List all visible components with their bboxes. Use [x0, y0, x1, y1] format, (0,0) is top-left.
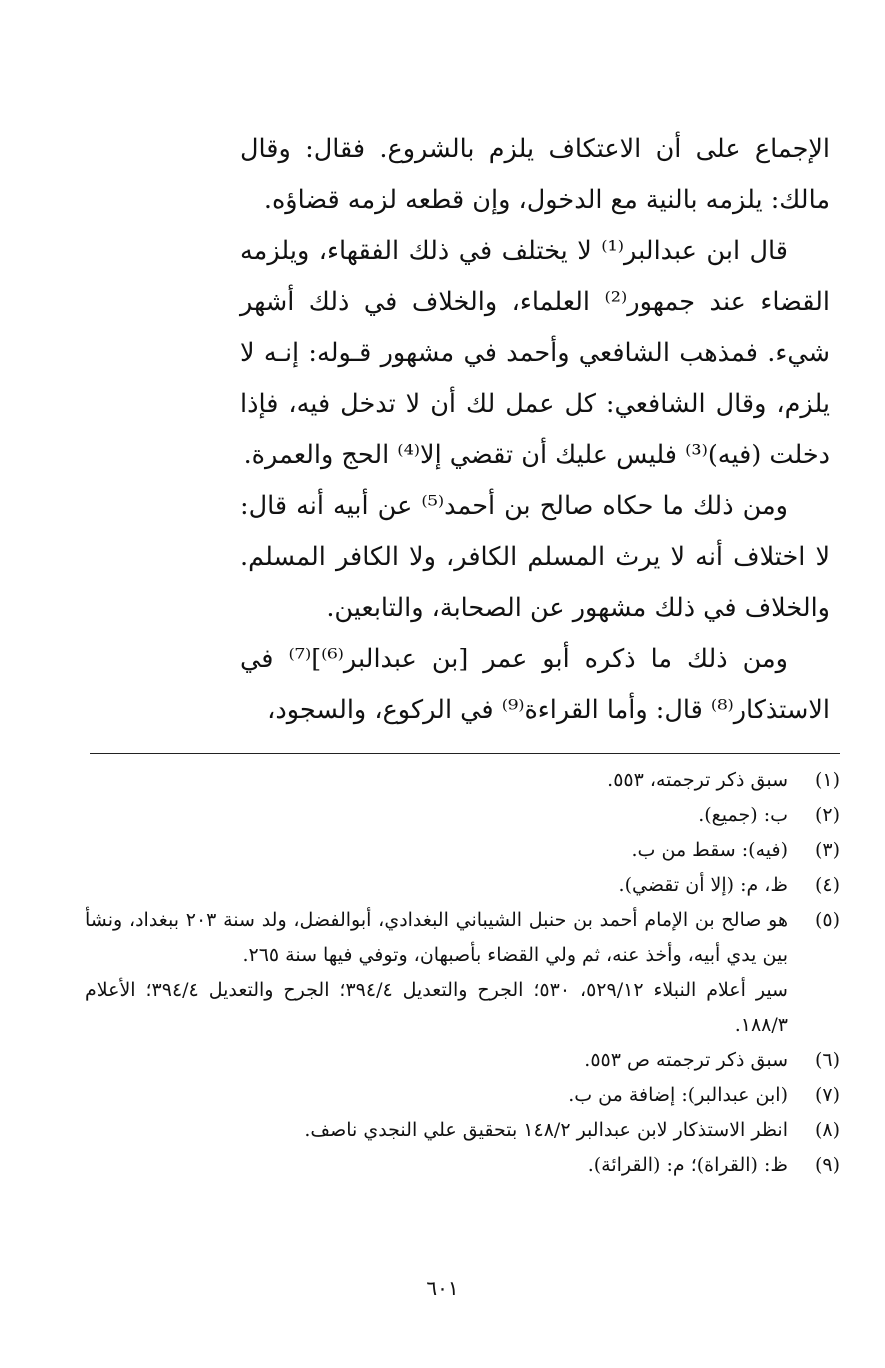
footnote-number: (١) [814, 769, 840, 791]
paragraph: الإجماع على أن الاعتكاف يلزم بالشروع. فقال: وقال مالك: يلزمه بالنية مع الدخول، وإن قطعه لزمه قضاؤه. [240, 134, 830, 215]
footnote [85, 1043, 840, 1078]
paragraph: قال ابن عبدالبر⁽¹⁾ لا يختلف في ذلك الفقهاء، ويلزمه القضاء عند جمهور⁽²⁾ العلماء، والخلاف في ذلك أشهر شيء. فمذهب الشافعي وأحمد في مشهور قـوله: إنـه لا يلزم، وقال الشافعي: كل عمل لك أن لا تدخل فيه، فإذا دخلت (فيه)⁽³⁾ فليس عليك أن تقضي إلا⁽⁴⁾ الحج والعمرة. [240, 236, 830, 470]
footnote-number: (٤) [814, 874, 840, 896]
footnote-continuation: سير أعلام النبلاء ٥٢٩/١٢، ٥٣٠؛ الجرح والتعديل ٣٩٤/٤؛ الجرح والتعديل ٣٩٤/٤؛ الأعلام ١٨٨/٣. [85, 979, 788, 1036]
footnote [85, 868, 840, 903]
footnote-number: (٣) [814, 839, 840, 861]
footnote-number: (٥) [814, 909, 840, 931]
footnote-text: ظ، م: (إلا أن تقضي). [618, 874, 788, 896]
footnote-text: انظر الاستذكار لابن عبدالبر ١٤٨/٢ بتحقيق علي النجدي ناصف. [304, 1119, 788, 1141]
paragraph: ومن ذلك ما حكاه صالح بن أحمد⁽⁵⁾ عن أبيه أنه قال: لا اختلاف أنه لا يرث المسلم الكافر، ولا الكافر المسلم. والخلاف في ذلك مشهور عن الصحابة، والتابعين. [240, 491, 830, 623]
paragraph: ومن ذلك ما ذكره أبو عمر [بن عبدالبر⁽⁶⁾]⁽⁷⁾ في الاستذكار⁽⁸⁾ قال: وأما القراءة⁽⁹⁾ في الركوع، والسجود، [240, 644, 830, 725]
footnote-text: سبق ذكر ترجمته ص ٥٥٣. [584, 1049, 788, 1071]
footnote [85, 833, 840, 868]
footnote-divider [90, 753, 840, 754]
footnote-text: سبق ذكر ترجمته، ٥٥٣. [607, 769, 788, 791]
footnote [85, 763, 840, 798]
footnotes-section [85, 763, 840, 1183]
main-text-body [240, 124, 830, 736]
footnote-text: ب: (جميع). [698, 804, 788, 826]
footnote [85, 798, 840, 833]
footnote-number: (٢) [814, 804, 840, 826]
footnote [85, 1113, 840, 1148]
footnote [85, 1148, 840, 1183]
footnote-number: (٦) [814, 1049, 840, 1071]
footnote-text: (فيه): سقط من ب. [631, 839, 788, 861]
footnote-number: (٩) [814, 1154, 840, 1176]
footnote-text: ظ: (القراة)؛ م: (القرائة). [587, 1154, 788, 1176]
footnote [85, 1078, 840, 1113]
footnote-number: (٨) [814, 1119, 840, 1141]
footnote-number: (٧) [814, 1084, 840, 1106]
page-number: ٦٠١ [426, 1276, 459, 1300]
footnote-text: هو صالح بن الإمام أحمد بن حنبل الشيباني البغدادي، أبوالفضل، ولد سنة ٢٠٣ ببغداد، ونشأ بين يدي أبيه، وأخذ عنه، ثم ولي القضاء بأصبهان، وتوفي فيها سنة ٢٦٥. [85, 909, 788, 966]
footnote-text: (ابن عبدالبر): إضافة من ب. [568, 1084, 788, 1106]
footnote [85, 903, 840, 973]
